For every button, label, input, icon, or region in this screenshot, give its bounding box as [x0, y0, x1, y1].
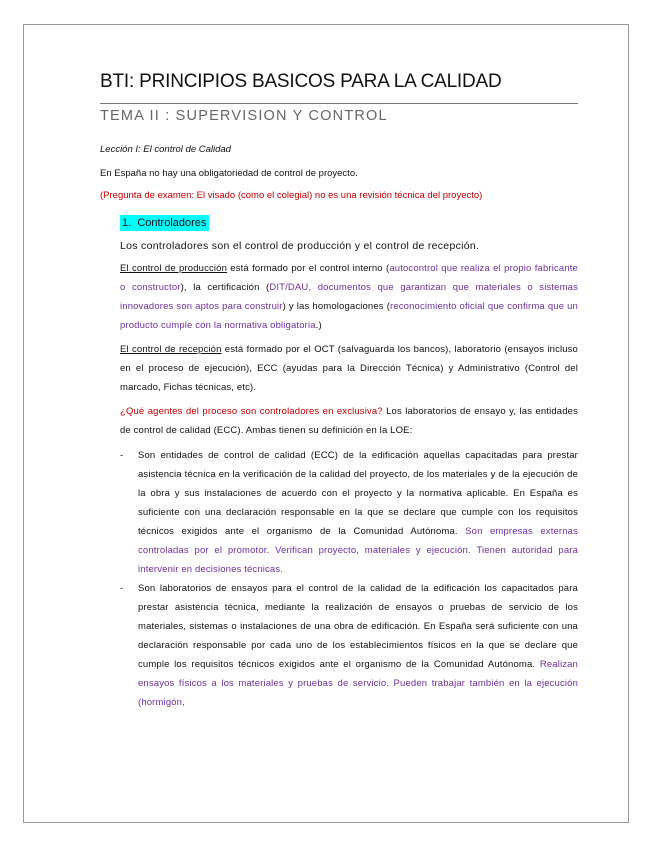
reception-text: está formado por el OCT (salvaguarda los bancos), laboratorio (ensayos incluso en el proceso de ejecución), ECC (ayudas para la Dirección Técnica) y Administrativo (Control del marcado, Fichas técnicas, etc). [120, 344, 578, 393]
production-highlight-2: DIT/DAU, documentos que garantizan que materiales o sistemas innovadores son aptos para construir [120, 282, 578, 312]
definitions-list [100, 446, 578, 712]
exam-note: (Pregunta de examen: El visado (como el colegial) no es una revisión técnica del proyecto) [100, 190, 483, 201]
production-highlight-3: reconocimiento oficial que confirma que un producto cumple con la normativa obligatoria [120, 301, 578, 331]
section-number: 1. [122, 217, 132, 229]
document-subtitle: TEMA II : SUPERVISION Y CONTROL [100, 108, 388, 124]
controllers-paragraph: Los controladores son el control de producción y el control de recepción. [120, 240, 480, 252]
intro-paragraph: En España no hay una obligatoriedad de control de proyecto. [100, 168, 358, 179]
production-paragraph [120, 259, 578, 335]
section-label: Controladores [137, 217, 207, 229]
title-divider [100, 103, 578, 104]
document-page [23, 24, 629, 823]
production-text-2: ), la certificación ( [180, 282, 270, 293]
list-item-text: Son entidades de control de calidad (ECC) de la edificación aquellas capacitadas para prestar asistencia técnica en la verificación de la calidad del proyecto, de los materiales y de la ejecución de la obra y sus instalaciones de acuerdo con el proyecto y la normativa aplicable. En España es suficiente con una declaración responsable en la que se declare que cumple con los requisitos técnicos exigidos ante el organismo de la Comunidad Autónoma. [138, 450, 578, 537]
section-heading-row [120, 213, 578, 229]
production-highlight-1: autocontrol que realiza el propio fabricante o constructor [120, 263, 578, 293]
question-paragraph [120, 402, 578, 440]
section-heading [120, 215, 209, 231]
list-item-highlight: Realizan ensayos físicos a los materiales y pruebas de servicio. Pueden trabajar también en la ejecución (hormigón, [138, 659, 578, 708]
list-item-laboratories [100, 579, 578, 712]
page-content [100, 71, 578, 712]
list-item-text: Son laboratorios de ensayos para el control de la calidad de la edificación los capacitados para prestar asistencia técnica, mediante la realización de ensayos o pruebas de servicio de los materiales, sistemas o instalaciones de una obra de edificación. En España será suficiente con una declaración responsable por cada uno de los establecimientos físicos en la que se declare que cumple los requisitos técnicos exigidos ante el organismo de la Comunidad Autónoma. [138, 583, 578, 670]
list-item-ecc [100, 446, 578, 579]
production-term: El control de producción [120, 263, 228, 274]
production-text-3: ) y las homologaciones ( [282, 301, 391, 312]
question-answer: Los laboratorios de ensayo y, las entidades de control de calidad (ECC). Ambas tienen su definición en la LOE: [120, 406, 579, 436]
question-text: ¿Qué agentes del proceso son controladores en exclusiva? [120, 406, 383, 417]
bullet-dash: - [120, 583, 124, 594]
reception-paragraph [120, 340, 578, 397]
lesson-label: Lección I: El control de Calidad [100, 144, 231, 155]
document-title: BTI: PRINCIPIOS BASICOS PARA LA CALIDAD [100, 71, 502, 92]
list-item-highlight: Son empresas externas controladas por el promotor. Verifican proyecto, materiales y ejecución. Tienen autoridad para intervenir en decisiones técnicas. [138, 526, 579, 575]
production-text-1: está formado por el control interno ( [227, 263, 390, 274]
reception-term: El control de recepción [120, 344, 222, 355]
production-text-4: .) [315, 320, 322, 331]
bullet-dash: - [120, 450, 124, 461]
